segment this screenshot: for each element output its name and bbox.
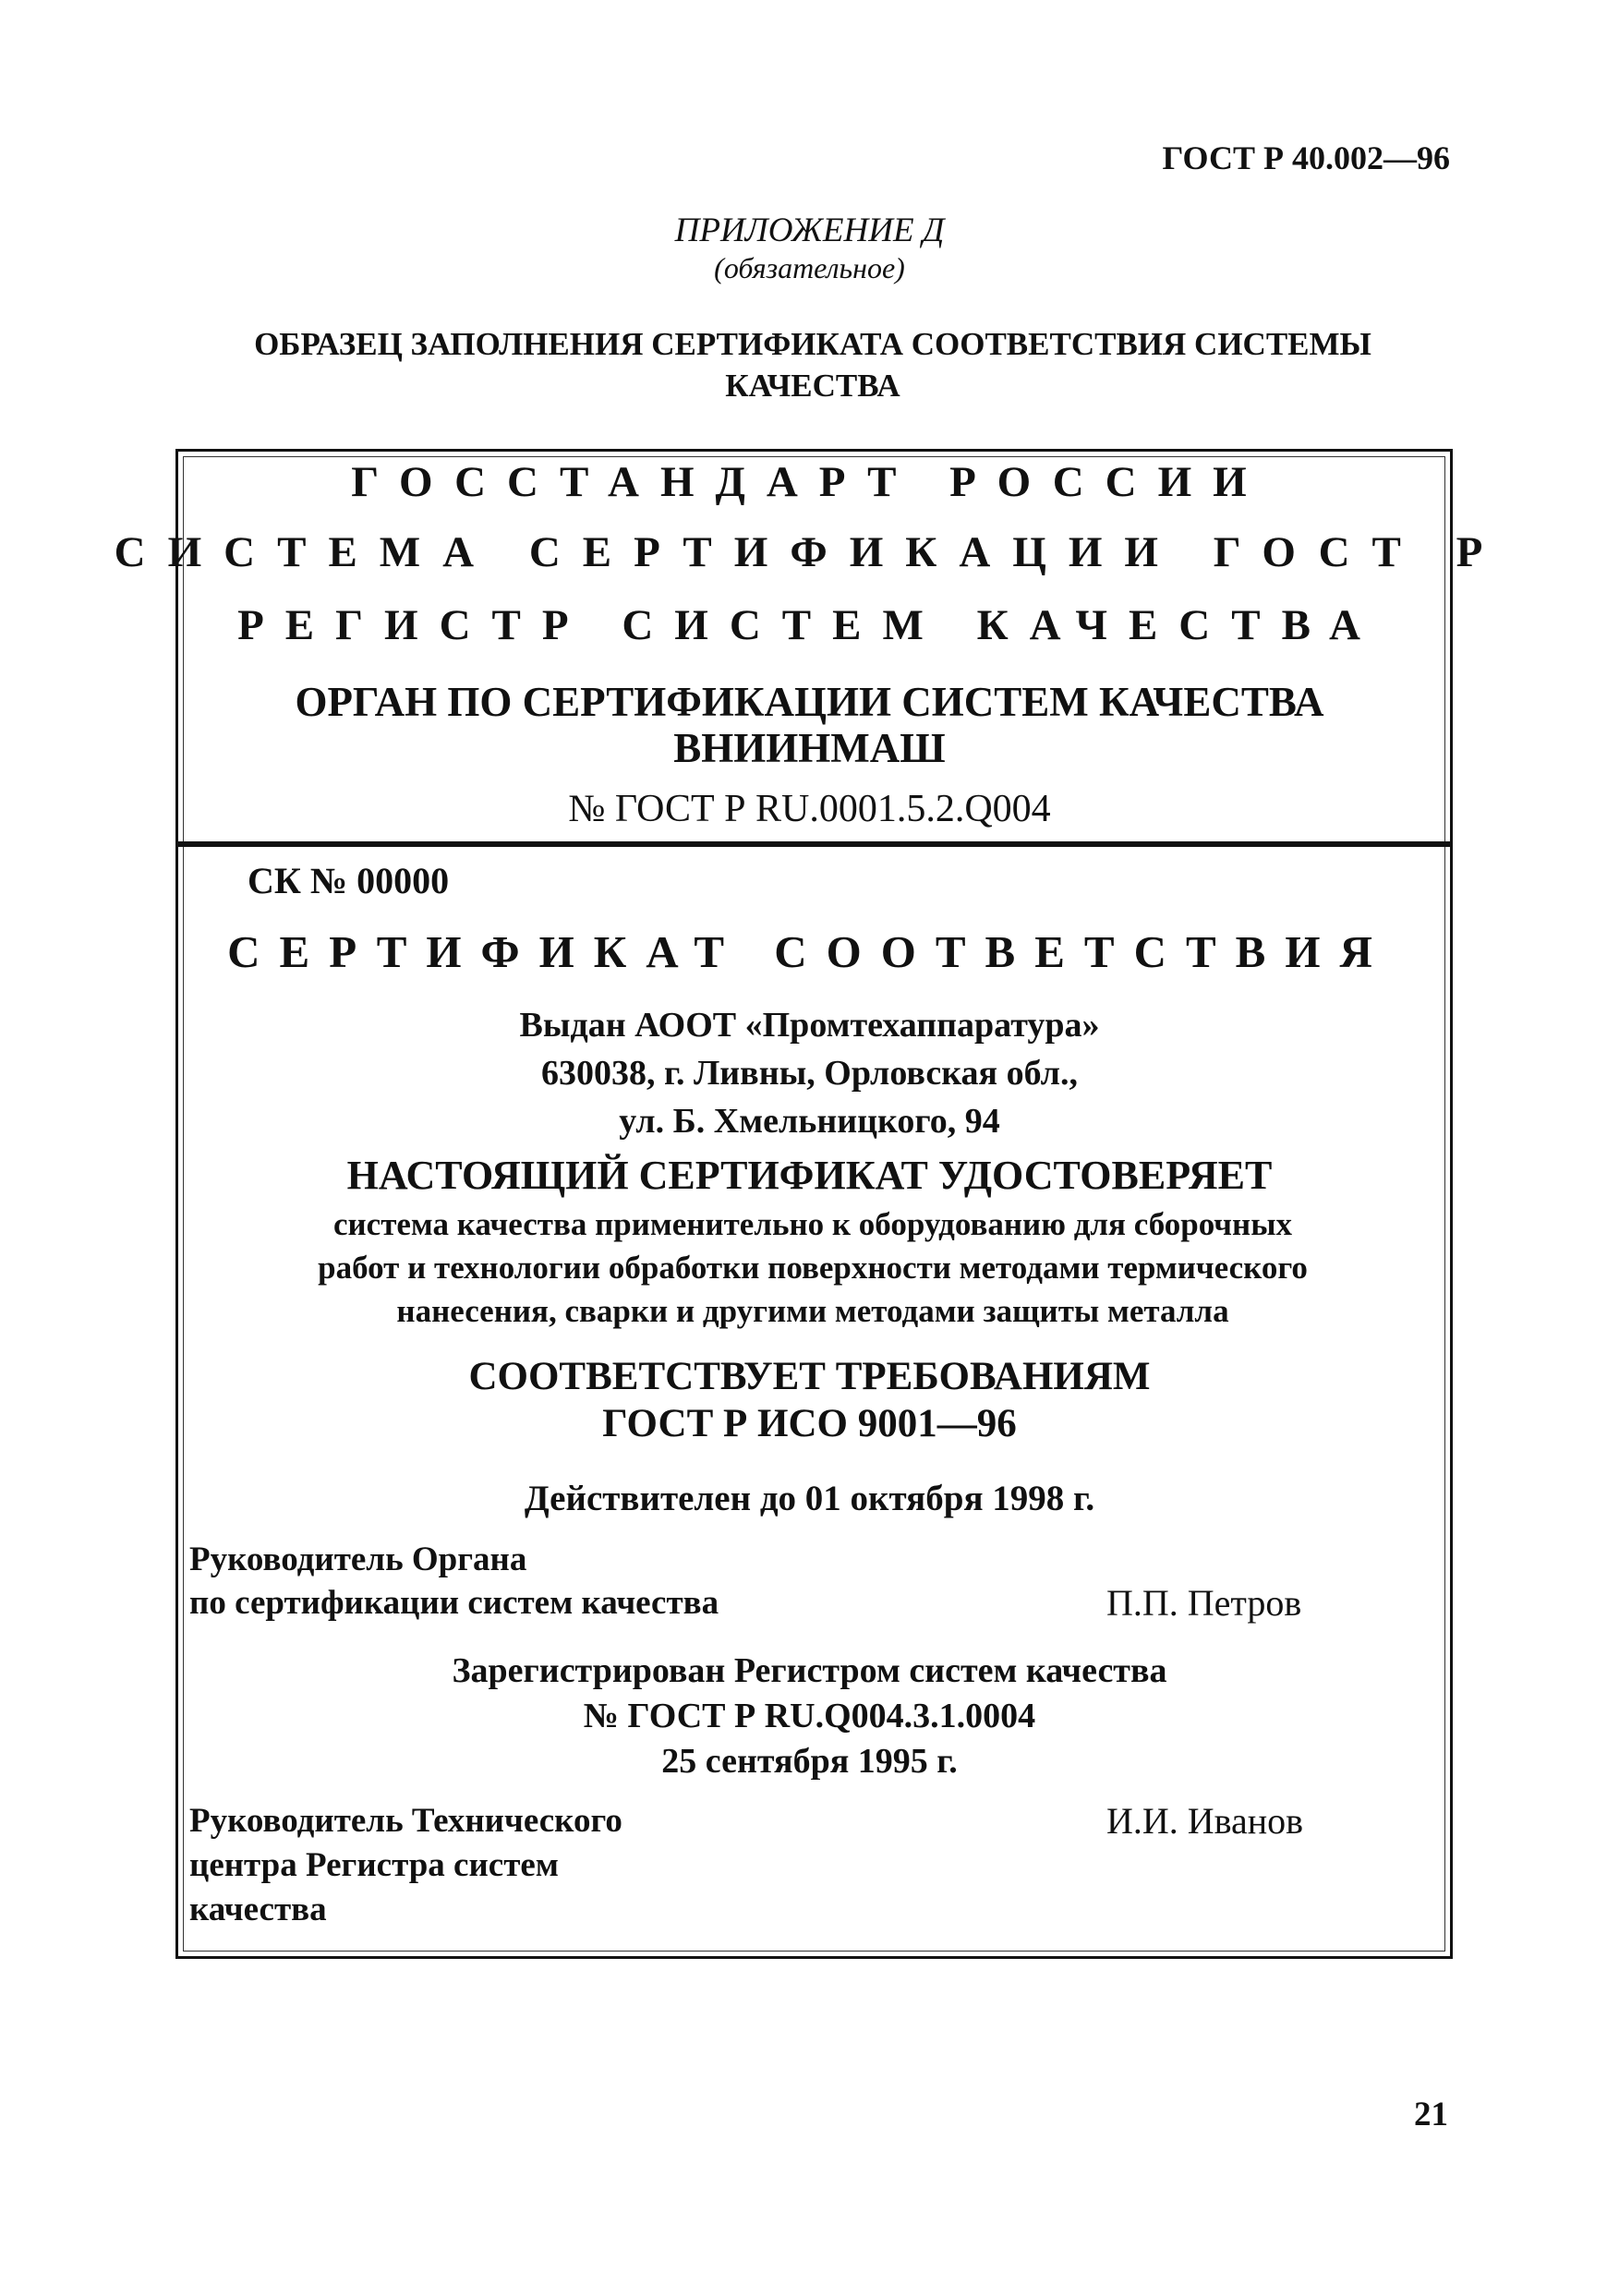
conformity-line: СООТВЕТСТВУЕТ ТРЕБОВАНИЯМ: [468, 1355, 1151, 1398]
conformity-standard: ГОСТ Р ИСО 9001—96: [602, 1402, 1017, 1445]
authority-heading: ГОССТАНДАРТ РОССИИ: [351, 458, 1268, 506]
scope-line: система качества применительно к оборудованию для сборочных: [332, 1206, 1293, 1242]
certificate-divider: [175, 841, 1453, 847]
signatory-title-line: центра Регистра систем: [189, 1846, 560, 1884]
scope-line: нанесения, сварки и другими методами защиты металла: [396, 1293, 1229, 1329]
certification-body-line: ОРГАН ПО СЕРТИФИКАЦИИ СИСТЕМ КАЧЕСТВА: [295, 679, 1324, 725]
signatory-title-line: Руководитель Органа: [189, 1541, 527, 1578]
issued-to: [0, 1001, 1619, 1145]
appendix-note: (обязательное): [714, 251, 905, 284]
document-code: ГОСТ Р 40.002—96: [1162, 139, 1450, 176]
issued-line: 630038, г. Ливны, Орловская обл.,: [541, 1054, 1078, 1093]
body-registration-number: № ГОСТ Р RU.0001.5.2.Q004: [568, 788, 1051, 830]
conformity-statement: [0, 1353, 1619, 1447]
certifies-heading: НАСТОЯЩИЙ СЕРТИФИКАТ УДОСТОВЕРЯЕТ: [346, 1153, 1273, 1198]
certificate-number: СК № 00000: [248, 860, 450, 901]
head-of-center-name: И.И. Иванов: [1106, 1800, 1304, 1842]
head-of-center-title: [189, 1799, 622, 1932]
signatory-title-line: Руководитель Технического: [189, 1802, 622, 1840]
registration-line: Зарегистрирован Регистром систем качества: [452, 1651, 1167, 1690]
issued-line: Выдан АООТ «Промтехаппаратура»: [519, 1006, 1100, 1045]
certification-scope: [212, 1202, 1413, 1333]
issued-line: ул. Б. Хмельницкого, 94: [619, 1102, 1000, 1141]
head-of-body-name: П.П. Петров: [1106, 1582, 1302, 1624]
registration-date: 25 сентября 1995 г.: [661, 1742, 958, 1781]
certification-body: [0, 679, 1619, 771]
page-number: 21: [1414, 2096, 1448, 2133]
system-heading: СИСТЕМА СЕРТИФИКАЦИИ ГОСТ Р: [114, 528, 1505, 576]
registration-number: № ГОСТ Р RU.Q004.3.1.0004: [583, 1697, 1036, 1735]
certification-body-line: ВНИИНМАШ: [673, 725, 946, 771]
sample-title: ОБРАЗЕЦ ЗАПОЛНЕНИЯ СЕРТИФИКАТА СООТВЕТСТВИЯ СИСТЕМЫ КАЧЕСТВА: [254, 326, 1371, 404]
signatory-title-line: качества: [189, 1891, 327, 1928]
certificate-title: СЕРТИФИКАТ СООТВЕТСТВИЯ: [227, 926, 1392, 977]
validity-date: Действителен до 01 октября 1998 г.: [524, 1479, 1095, 1518]
head-of-body-title: [189, 1538, 719, 1625]
scope-line: работ и технологии обработки поверхности методами термического: [318, 1250, 1308, 1286]
registration-info: [0, 1649, 1619, 1784]
signatory-title-line: по сертификации систем качества: [189, 1584, 719, 1622]
register-heading: РЕГИСТР СИСТЕМ КАЧЕСТВА: [237, 601, 1382, 649]
appendix-title: ПРИЛОЖЕНИЕ Д: [674, 211, 945, 249]
